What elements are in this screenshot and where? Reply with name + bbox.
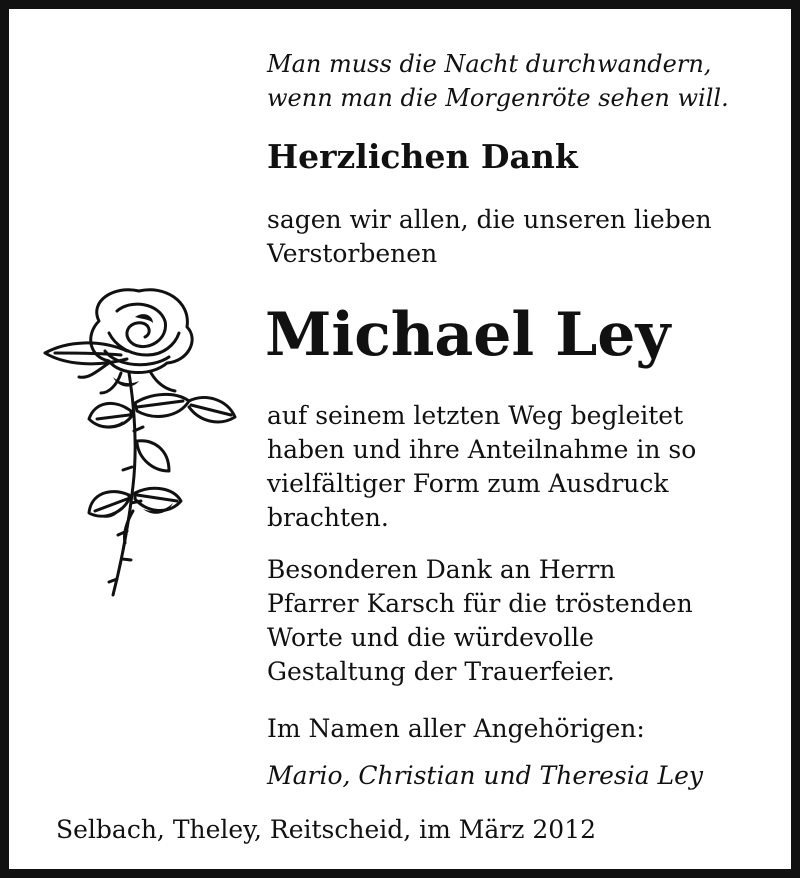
paragraph-line: vielfältiger Form zum Ausdruck xyxy=(267,469,669,498)
thanks-paragraph xyxy=(267,399,696,535)
paragraph-line: haben und ihre Anteilnahme in so xyxy=(267,435,697,464)
special-thanks-paragraph xyxy=(267,553,693,689)
paragraph-line: auf seinem letzten Weg begleitet xyxy=(267,401,684,430)
deceased-name: Michael Ley xyxy=(265,300,671,370)
intro-line: sagen wir allen, die unseren lieben xyxy=(267,205,712,234)
quote-line: Man muss die Nacht durchwandern, xyxy=(267,50,712,78)
intro-line: Verstorbenen xyxy=(267,239,438,268)
rose-icon xyxy=(39,281,244,601)
paragraph-line: brachten. xyxy=(267,503,389,532)
paragraph-line: Besonderen Dank an Herrn xyxy=(267,555,616,584)
opening-quote xyxy=(267,47,729,115)
paragraph-line: Gestaltung der Trauerfeier. xyxy=(267,657,615,686)
thanks-heading: Herzlichen Dank xyxy=(267,137,578,176)
paragraph-line: Pfarrer Karsch für die tröstenden xyxy=(267,589,693,618)
paragraph-line: Worte und die würdevolle xyxy=(267,623,594,652)
quote-line: wenn man die Morgenröte sehen will. xyxy=(267,84,729,112)
signers-names: Mario, Christian und Theresia Ley xyxy=(267,761,704,790)
signoff-text: Im Namen aller Angehörigen: xyxy=(267,714,645,743)
intro-text xyxy=(267,203,712,271)
place-and-date: Selbach, Theley, Reitscheid, im März 2012 xyxy=(56,815,597,844)
